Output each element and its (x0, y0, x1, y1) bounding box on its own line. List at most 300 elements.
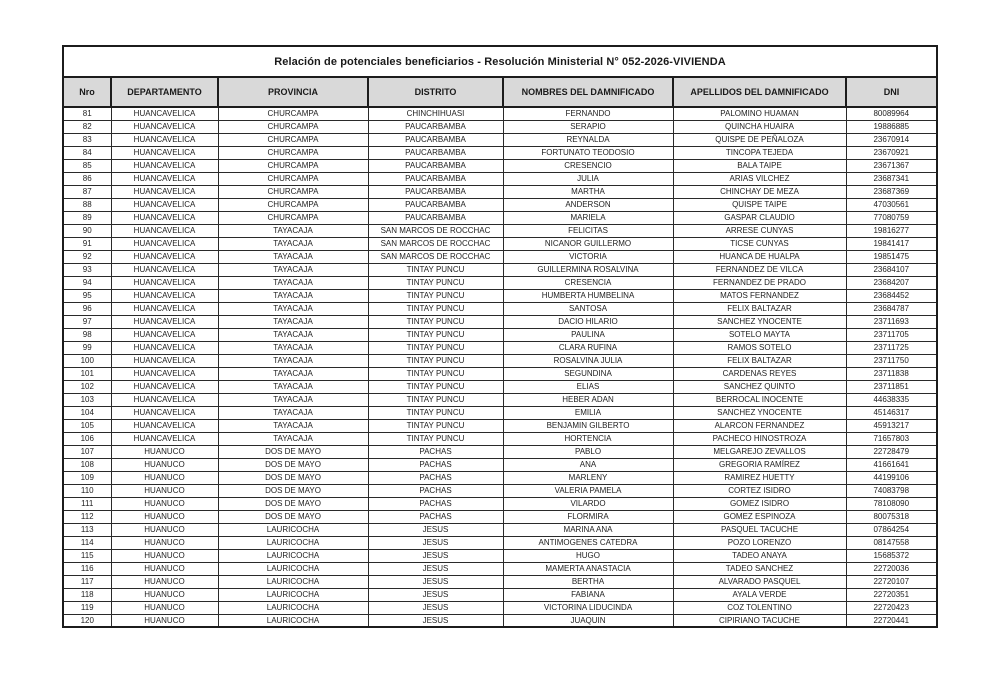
cell: 23670921 (846, 146, 937, 159)
cell: TADEO ANAYA (673, 549, 846, 562)
cell: 98 (63, 328, 111, 341)
cell: 15685372 (846, 549, 937, 562)
cell: 45913217 (846, 419, 937, 432)
cell: SOTELO MAYTA (673, 328, 846, 341)
cell: PAUCARBAMBA (368, 120, 503, 133)
cell: 23684207 (846, 276, 937, 289)
cell: PAUCARBAMBA (368, 172, 503, 185)
column-header-distrito: DISTRITO (368, 77, 503, 107)
cell: 19851475 (846, 250, 937, 263)
cell: VILARDO (503, 497, 673, 510)
cell: PAUCARBAMBA (368, 146, 503, 159)
cell: GASPAR CLAUDIO (673, 211, 846, 224)
cell: TINTAY PUNCU (368, 263, 503, 276)
column-header-apellidos-del-damnificado: APELLIDOS DEL DAMNIFICADO (673, 77, 846, 107)
cell: HUANCAVELICA (111, 367, 218, 380)
cell: HUANCAVELICA (111, 393, 218, 406)
cell: HUANCAVELICA (111, 432, 218, 445)
cell: SERAPIO (503, 120, 673, 133)
cell: MATOS FERNANDEZ (673, 289, 846, 302)
table-row (63, 458, 937, 471)
cell: 120 (63, 614, 111, 627)
cell: FELIX BALTAZAR (673, 302, 846, 315)
cell: HUANCAVELICA (111, 276, 218, 289)
cell: HUANUCO (111, 536, 218, 549)
cell: MAMERTA ANASTACIA (503, 562, 673, 575)
cell: DOS DE MAYO (218, 497, 368, 510)
cell: 41661641 (846, 458, 937, 471)
cell: JESUS (368, 549, 503, 562)
cell: SANCHEZ QUINTO (673, 380, 846, 393)
cell: 106 (63, 432, 111, 445)
cell: PAUCARBAMBA (368, 198, 503, 211)
cell: SANCHEZ YNOCENTE (673, 315, 846, 328)
cell: 100 (63, 354, 111, 367)
cell: 82 (63, 120, 111, 133)
cell: 94 (63, 276, 111, 289)
cell: VALERIA PAMELA (503, 484, 673, 497)
cell: FERNANDEZ DE VILCA (673, 263, 846, 276)
cell: 88 (63, 198, 111, 211)
cell: 23671367 (846, 159, 937, 172)
cell: 113 (63, 523, 111, 536)
cell: 104 (63, 406, 111, 419)
cell: 95 (63, 289, 111, 302)
cell: JESUS (368, 588, 503, 601)
cell: 22720036 (846, 562, 937, 575)
cell: CHURCAMPA (218, 107, 368, 120)
column-header-nombres-del-damnificado: NOMBRES DEL DAMNIFICADO (503, 77, 673, 107)
cell: PACHAS (368, 497, 503, 510)
cell: TAYACAJA (218, 237, 368, 250)
cell: HUANUCO (111, 562, 218, 575)
cell: HUANUCO (111, 575, 218, 588)
cell: HUANCAVELICA (111, 289, 218, 302)
cell: PAUCARBAMBA (368, 211, 503, 224)
cell: 87 (63, 185, 111, 198)
table-row (63, 393, 937, 406)
cell: TINTAY PUNCU (368, 276, 503, 289)
table-row (63, 406, 937, 419)
cell: 71657803 (846, 432, 937, 445)
cell: JESUS (368, 601, 503, 614)
cell: PAUCARBAMBA (368, 159, 503, 172)
cell: HUANUCO (111, 497, 218, 510)
cell: PACHAS (368, 510, 503, 523)
cell: TADEO SANCHEZ (673, 562, 846, 575)
cell: JESUS (368, 614, 503, 627)
cell: 85 (63, 159, 111, 172)
cell: CHINCHIHUASI (368, 107, 503, 120)
cell: SEGUNDINA (503, 367, 673, 380)
cell: MARLENY (503, 471, 673, 484)
cell: PAULINA (503, 328, 673, 341)
cell: LAURICOCHA (218, 614, 368, 627)
cell: FELIX BALTAZAR (673, 354, 846, 367)
cell: HUANUCO (111, 588, 218, 601)
cell: TINTAY PUNCU (368, 367, 503, 380)
cell: 44199106 (846, 471, 937, 484)
cell: SAN MARCOS DE ROCCHAC (368, 250, 503, 263)
cell: 114 (63, 536, 111, 549)
cell: MARINA ANA (503, 523, 673, 536)
cell: HUANCAVELICA (111, 133, 218, 146)
cell: TAYACAJA (218, 367, 368, 380)
cell: CIPIRIANO TACUCHE (673, 614, 846, 627)
cell: CHURCAMPA (218, 133, 368, 146)
cell: HUANCAVELICA (111, 185, 218, 198)
cell: TICSE CUNYAS (673, 237, 846, 250)
cell: RAMIREZ HUETTY (673, 471, 846, 484)
cell: 23687369 (846, 185, 937, 198)
cell: TINTAY PUNCU (368, 393, 503, 406)
cell: BALA TAIPE (673, 159, 846, 172)
cell: TAYACAJA (218, 406, 368, 419)
cell: 23711838 (846, 367, 937, 380)
cell: DOS DE MAYO (218, 471, 368, 484)
cell: TINTAY PUNCU (368, 354, 503, 367)
cell: COZ TOLENTINO (673, 601, 846, 614)
cell: ANTIMOGENES CATEDRA (503, 536, 673, 549)
cell: SANCHEZ YNOCENTE (673, 406, 846, 419)
table-row (63, 120, 937, 133)
cell: ARRESE CUNYAS (673, 224, 846, 237)
cell: HUANCAVELICA (111, 107, 218, 120)
cell: ELIAS (503, 380, 673, 393)
cell: 22720441 (846, 614, 937, 627)
cell: 119 (63, 601, 111, 614)
cell: REYNALDA (503, 133, 673, 146)
cell: 102 (63, 380, 111, 393)
cell: 99 (63, 341, 111, 354)
table-row (63, 250, 937, 263)
cell: RAMOS SOTELO (673, 341, 846, 354)
cell: HUANCAVELICA (111, 263, 218, 276)
cell: 23684787 (846, 302, 937, 315)
cell: TAYACAJA (218, 224, 368, 237)
cell: LAURICOCHA (218, 562, 368, 575)
cell: BERTHA (503, 575, 673, 588)
cell: TINTAY PUNCU (368, 406, 503, 419)
cell: HUGO (503, 549, 673, 562)
table-row (63, 276, 937, 289)
cell: 80075318 (846, 510, 937, 523)
cell: HUANCAVELICA (111, 315, 218, 328)
cell: 23711750 (846, 354, 937, 367)
cell: ALARCON FERNANDEZ (673, 419, 846, 432)
cell: 81 (63, 107, 111, 120)
cell: CHURCAMPA (218, 172, 368, 185)
cell: HUANCAVELICA (111, 120, 218, 133)
cell: TAYACAJA (218, 250, 368, 263)
table-row (63, 146, 937, 159)
cell: 96 (63, 302, 111, 315)
table-row (63, 484, 937, 497)
cell: TAYACAJA (218, 393, 368, 406)
table-row (63, 614, 937, 627)
cell: VICTORINA LIDUCINDA (503, 601, 673, 614)
cell: 107 (63, 445, 111, 458)
cell: BERROCAL INOCENTE (673, 393, 846, 406)
cell: HUANUCO (111, 445, 218, 458)
cell: FLORMIRA (503, 510, 673, 523)
cell: TINTAY PUNCU (368, 432, 503, 445)
cell: HUANCAVELICA (111, 250, 218, 263)
cell: BENJAMIN GILBERTO (503, 419, 673, 432)
cell: 103 (63, 393, 111, 406)
cell: 115 (63, 549, 111, 562)
cell: 92 (63, 250, 111, 263)
cell: MARTHA (503, 185, 673, 198)
cell: TAYACAJA (218, 315, 368, 328)
table-row (63, 198, 937, 211)
cell: JUAQUIN (503, 614, 673, 627)
cell: CRESENCIO (503, 159, 673, 172)
cell: HUANCAVELICA (111, 419, 218, 432)
table-row (63, 315, 937, 328)
cell: HUANCAVELICA (111, 198, 218, 211)
cell: AYALA VERDE (673, 588, 846, 601)
cell: FERNANDEZ DE PRADO (673, 276, 846, 289)
cell: 105 (63, 419, 111, 432)
cell: FORTUNATO TEODOSIO (503, 146, 673, 159)
cell: VICTORIA (503, 250, 673, 263)
cell: HEBER ADAN (503, 393, 673, 406)
cell: 80089964 (846, 107, 937, 120)
cell: TAYACAJA (218, 432, 368, 445)
cell: LAURICOCHA (218, 601, 368, 614)
table-row (63, 601, 937, 614)
cell: PACHAS (368, 484, 503, 497)
cell: DOS DE MAYO (218, 510, 368, 523)
cell: CHURCAMPA (218, 185, 368, 198)
cell: TINTAY PUNCU (368, 289, 503, 302)
cell: 22728479 (846, 445, 937, 458)
cell: HUANUCO (111, 484, 218, 497)
cell: TAYACAJA (218, 341, 368, 354)
cell: PACHAS (368, 471, 503, 484)
cell: 23711705 (846, 328, 937, 341)
cell: HUANCAVELICA (111, 328, 218, 341)
cell: NICANOR GUILLERMO (503, 237, 673, 250)
cell: PACHAS (368, 445, 503, 458)
cell: PACHAS (368, 458, 503, 471)
cell: JULIA (503, 172, 673, 185)
cell: 112 (63, 510, 111, 523)
cell: 77080759 (846, 211, 937, 224)
cell: 23684452 (846, 289, 937, 302)
cell: ANA (503, 458, 673, 471)
cell: TINCOPA TEJEDA (673, 146, 846, 159)
table-row (63, 432, 937, 445)
cell: MELGAREJO ZEVALLOS (673, 445, 846, 458)
table-row (63, 562, 937, 575)
cell: 23711725 (846, 341, 937, 354)
table-row (63, 185, 937, 198)
table-row (63, 172, 937, 185)
cell: DOS DE MAYO (218, 445, 368, 458)
table-row (63, 354, 937, 367)
table-row (63, 159, 937, 172)
cell: 109 (63, 471, 111, 484)
table-row (63, 588, 937, 601)
cell: 93 (63, 263, 111, 276)
cell: 84 (63, 146, 111, 159)
cell: FERNANDO (503, 107, 673, 120)
cell: HUANCAVELICA (111, 341, 218, 354)
cell: ROSALVINA JULIA (503, 354, 673, 367)
cell: LAURICOCHA (218, 588, 368, 601)
cell: TINTAY PUNCU (368, 341, 503, 354)
cell: DACIO HILARIO (503, 315, 673, 328)
cell: ALVARADO PASQUEL (673, 575, 846, 588)
cell: HUANCAVELICA (111, 172, 218, 185)
cell: CARDENAS REYES (673, 367, 846, 380)
cell: JESUS (368, 575, 503, 588)
cell: EMILIA (503, 406, 673, 419)
cell: POZO LORENZO (673, 536, 846, 549)
table-row (63, 523, 937, 536)
cell: LAURICOCHA (218, 575, 368, 588)
cell: CHURCAMPA (218, 211, 368, 224)
cell: 07864254 (846, 523, 937, 536)
cell: TAYACAJA (218, 380, 368, 393)
cell: JESUS (368, 562, 503, 575)
cell: HUANCAVELICA (111, 380, 218, 393)
cell: LAURICOCHA (218, 523, 368, 536)
cell: GOMEZ ESPINOZA (673, 510, 846, 523)
cell: 101 (63, 367, 111, 380)
cell: JESUS (368, 523, 503, 536)
cell: FABIANA (503, 588, 673, 601)
cell: 110 (63, 484, 111, 497)
table-row (63, 211, 937, 224)
cell: 19816277 (846, 224, 937, 237)
cell: HUANUCO (111, 549, 218, 562)
cell: LAURICOCHA (218, 549, 368, 562)
table-row (63, 575, 937, 588)
cell: ARIAS VILCHEZ (673, 172, 846, 185)
cell: FELICITAS (503, 224, 673, 237)
cell: HUANUCO (111, 601, 218, 614)
cell: TAYACAJA (218, 328, 368, 341)
cell: HORTENCIA (503, 432, 673, 445)
cell: 89 (63, 211, 111, 224)
cell: CLARA RUFINA (503, 341, 673, 354)
cell: SAN MARCOS DE ROCCHAC (368, 224, 503, 237)
cell: PAUCARBAMBA (368, 133, 503, 146)
cell: PASQUEL TACUCHE (673, 523, 846, 536)
cell: 45146317 (846, 406, 937, 419)
cell: HUANCAVELICA (111, 406, 218, 419)
cell: CORTEZ ISIDRO (673, 484, 846, 497)
column-header-dni: DNI (846, 77, 937, 107)
cell: TINTAY PUNCU (368, 315, 503, 328)
table-row (63, 380, 937, 393)
table-row (63, 445, 937, 458)
cell: HUANCAVELICA (111, 224, 218, 237)
table-row (63, 510, 937, 523)
table-row (63, 549, 937, 562)
cell: JESUS (368, 536, 503, 549)
table-row (63, 263, 937, 276)
table-header-row (63, 77, 937, 107)
cell: PACHECO HINOSTROZA (673, 432, 846, 445)
cell: PABLO (503, 445, 673, 458)
cell: QUINCHA HUAIRA (673, 120, 846, 133)
cell: CHURCAMPA (218, 159, 368, 172)
cell: 90 (63, 224, 111, 237)
cell: 08147558 (846, 536, 937, 549)
cell: TINTAY PUNCU (368, 419, 503, 432)
table-row (63, 367, 937, 380)
cell: TINTAY PUNCU (368, 302, 503, 315)
cell: TAYACAJA (218, 419, 368, 432)
table-row (63, 237, 937, 250)
table-row (63, 497, 937, 510)
cell: HUANCAVELICA (111, 159, 218, 172)
cell: HUANCAVELICA (111, 146, 218, 159)
cell: HUANCAVELICA (111, 237, 218, 250)
cell: HUMBERTA HUMBELINA (503, 289, 673, 302)
cell: 78108090 (846, 497, 937, 510)
cell: CHURCAMPA (218, 120, 368, 133)
cell: 22720107 (846, 575, 937, 588)
cell: QUISPE TAIPE (673, 198, 846, 211)
cell: GREGORIA RAMÍREZ (673, 458, 846, 471)
cell: HUANUCO (111, 510, 218, 523)
cell: HUANUCO (111, 471, 218, 484)
cell: DOS DE MAYO (218, 484, 368, 497)
cell: SANTOSA (503, 302, 673, 315)
table-row (63, 107, 937, 120)
table-title-row (63, 46, 937, 77)
cell: 97 (63, 315, 111, 328)
cell: MARIELA (503, 211, 673, 224)
cell: 23684107 (846, 263, 937, 276)
cell: 74083798 (846, 484, 937, 497)
cell: TAYACAJA (218, 263, 368, 276)
cell: HUANCAVELICA (111, 211, 218, 224)
cell: TAYACAJA (218, 289, 368, 302)
table-row (63, 224, 937, 237)
cell: CHURCAMPA (218, 146, 368, 159)
cell: 22720351 (846, 588, 937, 601)
cell: TAYACAJA (218, 354, 368, 367)
cell: LAURICOCHA (218, 536, 368, 549)
column-header-departamento: DEPARTAMENTO (111, 77, 218, 107)
cell: GUILLERMINA ROSALVINA (503, 263, 673, 276)
cell: GOMEZ ISIDRO (673, 497, 846, 510)
cell: HUANUCO (111, 458, 218, 471)
table-row (63, 133, 937, 146)
cell: SAN MARCOS DE ROCCHAC (368, 237, 503, 250)
cell: 116 (63, 562, 111, 575)
cell: CHURCAMPA (218, 198, 368, 211)
cell: CHINCHAY DE MEZA (673, 185, 846, 198)
table-row (63, 341, 937, 354)
cell: PALOMINO HUAMAN (673, 107, 846, 120)
cell: 23687341 (846, 172, 937, 185)
cell: QUISPE DE PEÑALOZA (673, 133, 846, 146)
cell: 23670914 (846, 133, 937, 146)
table-row (63, 289, 937, 302)
table-body (63, 107, 937, 627)
cell: 23711851 (846, 380, 937, 393)
cell: 118 (63, 588, 111, 601)
table-row (63, 419, 937, 432)
cell: TINTAY PUNCU (368, 328, 503, 341)
